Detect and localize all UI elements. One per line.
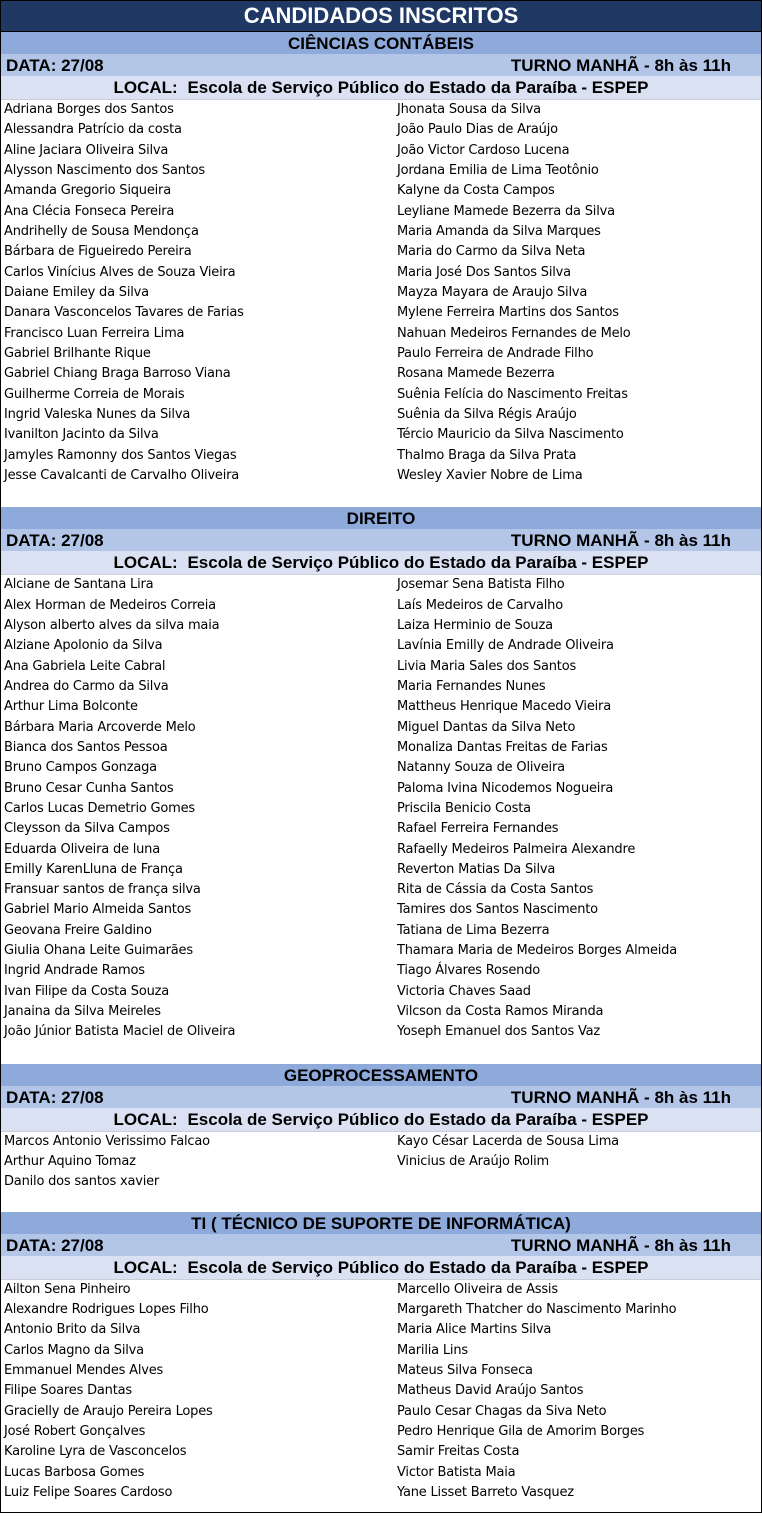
candidate-name: Ingrid Valeska Nunes da Silva bbox=[4, 406, 191, 422]
candidate-name: Alyson alberto alves da silva maia bbox=[4, 617, 220, 633]
candidate-name: Mayza Mayara de Araujo Silva bbox=[397, 284, 588, 300]
date-label: DATA: 27/08 bbox=[6, 531, 104, 551]
candidate-name: Livia Maria Sales dos Santos bbox=[397, 658, 577, 674]
candidate-name: Suênia Felícia do Nascimento Freitas bbox=[397, 386, 628, 402]
names-right-column bbox=[397, 575, 761, 1043]
candidate-name: Tamires dos Santos Nascimento bbox=[397, 902, 598, 918]
candidate-name: Mattheus Henrique Macedo Vieira bbox=[397, 699, 611, 715]
candidate-name: Thamara Maria de Medeiros Borges Almeida bbox=[397, 943, 677, 959]
names-left-column bbox=[1, 1280, 397, 1504]
course-header: DIREITO bbox=[1, 507, 761, 529]
candidate-name: Ailton Sena Pinheiro bbox=[4, 1281, 131, 1297]
candidate-name: José Robert Gonçalves bbox=[4, 1424, 146, 1440]
section-spacer bbox=[1, 1193, 761, 1212]
candidate-name: Karoline Lyra de Vasconcelos bbox=[4, 1444, 187, 1460]
candidate-name: Lavínia Emilly de Andrade Oliveira bbox=[397, 638, 614, 654]
date-shift-row bbox=[1, 1234, 761, 1256]
candidate-name: Cleysson da Silva Campos bbox=[4, 821, 170, 837]
candidate-name: Danilo dos santos xavier bbox=[4, 1174, 160, 1190]
candidate-name: Ingrid Andrade Ramos bbox=[4, 963, 145, 979]
section-spacer bbox=[1, 1503, 761, 1512]
candidate-name: Victor Batista Maia bbox=[397, 1464, 516, 1480]
candidate-name: Maria do Carmo da Silva Neta bbox=[397, 244, 586, 260]
candidate-name: Priscila Benicio Costa bbox=[397, 800, 531, 816]
candidate-name: Gabriel Brilhante Rique bbox=[4, 345, 151, 361]
candidate-name: João Victor Cardoso Lucena bbox=[397, 142, 570, 158]
names-grid bbox=[1, 575, 761, 1043]
candidate-name: Fransuar santos de frança silva bbox=[4, 882, 201, 898]
shift-label: TURNO MANHÃ - 8h às 11h bbox=[510, 1087, 731, 1107]
page-title: CANDIDADOS INSCRITOS bbox=[1, 1, 761, 32]
names-grid bbox=[1, 1280, 761, 1504]
candidate-name: Adriana Borges dos Santos bbox=[4, 102, 174, 117]
section-geoprocessamento bbox=[1, 1064, 761, 1212]
candidate-name: Tatiana de Lima Bezerra bbox=[397, 922, 550, 938]
candidate-name: Aline Jaciara Oliveira Silva bbox=[4, 142, 169, 158]
date-label: DATA: 27/08 bbox=[6, 1087, 104, 1107]
candidate-name: Alessandra Patrício da costa bbox=[4, 122, 182, 138]
candidate-name: Filipe Soares Dantas bbox=[4, 1383, 132, 1399]
candidate-name: Maria Amanda da Silva Marques bbox=[397, 223, 601, 239]
candidate-name: Alziane Apolonio da Silva bbox=[4, 638, 163, 654]
candidate-name: Lucas Barbosa Gomes bbox=[4, 1464, 145, 1480]
candidate-name: Alex Horman de Medeiros Correia bbox=[4, 597, 216, 613]
candidate-name: Paulo Ferreira de Andrade Filho bbox=[397, 345, 594, 361]
candidate-name: Yane Lisset Barreto Vasquez bbox=[397, 1485, 574, 1501]
candidate-name: Emmanuel Mendes Alves bbox=[4, 1363, 164, 1379]
candidate-name: Jamyles Ramonny dos Santos Viegas bbox=[4, 447, 237, 463]
date-label: DATA: 27/08 bbox=[6, 1235, 104, 1255]
names-left-column bbox=[1, 575, 397, 1043]
candidate-name: Paulo Cesar Chagas da Siva Neto bbox=[397, 1403, 607, 1419]
location-value: Escola de Serviço Público do Estado da Paraíba - ESPEP bbox=[187, 1109, 649, 1129]
candidate-name: Ivanilton Jacinto da Silva bbox=[4, 427, 159, 443]
candidate-name: Samir Freitas Costa bbox=[397, 1444, 520, 1460]
candidate-name: Miguel Dantas da Silva Neto bbox=[397, 719, 576, 735]
candidate-name: Janaina da Silva Meireles bbox=[4, 1004, 161, 1020]
candidate-name: Andrea do Carmo da Silva bbox=[4, 678, 169, 694]
location-value: Escola de Serviço Público do Estado da Paraíba - ESPEP bbox=[187, 78, 649, 97]
candidate-name: Ana Clécia Fonseca Pereira bbox=[4, 203, 175, 219]
shift-label: TURNO MANHÃ - 8h às 11h bbox=[510, 1235, 731, 1255]
candidate-name: Gabriel Chiang Braga Barroso Viana bbox=[4, 366, 231, 382]
candidate-name: Rafael Ferreira Fernandes bbox=[397, 821, 559, 837]
candidate-name: Geovana Freire Galdino bbox=[4, 922, 152, 938]
candidate-name: Laís Medeiros de Carvalho bbox=[397, 597, 563, 613]
names-right-column bbox=[397, 1132, 761, 1193]
candidate-name: Bárbara de Figueiredo Pereira bbox=[4, 244, 192, 260]
candidate-name: Nahuan Medeiros Fernandes de Melo bbox=[397, 325, 631, 341]
candidate-name: Bárbara Maria Arcoverde Melo bbox=[4, 719, 196, 735]
candidate-name: Gracielly de Araujo Pereira Lopes bbox=[4, 1403, 213, 1419]
candidate-name: Carlos Lucas Demetrio Gomes bbox=[4, 800, 196, 816]
candidate-name: Marcello Oliveira de Assis bbox=[397, 1281, 558, 1297]
candidate-name: Maria José Dos Santos Silva bbox=[397, 264, 571, 280]
candidate-name: Gabriel Mario Almeida Santos bbox=[4, 902, 192, 918]
candidate-name: Arthur Lima Bolconte bbox=[4, 699, 138, 715]
location-value: Escola de Serviço Público do Estado da Paraíba - ESPEP bbox=[187, 1257, 649, 1277]
candidate-name: Marilia Lins bbox=[397, 1342, 468, 1358]
candidate-name: Pedro Henrique Gila de Amorim Borges bbox=[397, 1424, 645, 1440]
candidate-name: Bruno Cesar Cunha Santos bbox=[4, 780, 174, 796]
candidate-name: Ivan Filipe da Costa Souza bbox=[4, 983, 169, 999]
candidate-name: Laiza Herminio de Souza bbox=[397, 617, 553, 633]
candidate-name: Jesse Cavalcanti de Carvalho Oliveira bbox=[4, 467, 240, 483]
candidate-name: Matheus David Araújo Santos bbox=[397, 1383, 584, 1399]
candidate-name: Paloma Ivina Nicodemos Nogueira bbox=[397, 780, 614, 796]
candidate-name: Wesley Xavier Nobre de Lima bbox=[397, 467, 583, 483]
candidate-name: Jhonata Sousa da Silva bbox=[397, 102, 541, 117]
candidate-name: Rafaelly Medeiros Palmeira Alexandre bbox=[397, 841, 636, 857]
location-row bbox=[1, 551, 761, 575]
candidate-name: João Paulo Dias de Araújo bbox=[397, 122, 558, 138]
location-label: LOCAL: bbox=[113, 78, 178, 97]
candidate-name: Kayo César Lacerda de Sousa Lima bbox=[397, 1133, 619, 1149]
candidate-name: Josemar Sena Batista Filho bbox=[397, 577, 565, 593]
names-left-column bbox=[1, 100, 397, 486]
location-row bbox=[1, 1108, 761, 1132]
candidate-name: Alexandre Rodrigues Lopes Filho bbox=[4, 1302, 209, 1318]
candidate-name: Carlos Magno da Silva bbox=[4, 1342, 144, 1358]
candidate-name: Mylene Ferreira Martins dos Santos bbox=[397, 305, 619, 321]
names-grid bbox=[1, 1132, 761, 1193]
candidate-name: Jordana Emilia de Lima Teotônio bbox=[397, 162, 599, 178]
candidate-name: Natanny Souza de Oliveira bbox=[397, 760, 565, 776]
candidate-name: Maria Fernandes Nunes bbox=[397, 678, 546, 694]
candidate-name: Alciane de Santana Lira bbox=[4, 577, 154, 593]
location-label: LOCAL: bbox=[113, 1257, 178, 1277]
candidate-name: Tiago Álvares Rosendo bbox=[397, 963, 541, 979]
names-right-column bbox=[397, 1280, 761, 1504]
location-value: Escola de Serviço Público do Estado da Paraíba - ESPEP bbox=[187, 553, 649, 573]
location-row bbox=[1, 1256, 761, 1280]
candidate-name: Tércio Mauricio da Silva Nascimento bbox=[397, 427, 624, 443]
section-spacer bbox=[1, 486, 761, 507]
candidate-name: Monaliza Dantas Freitas de Farias bbox=[397, 739, 608, 755]
course-header: CIÊNCIAS CONTÁBEIS bbox=[1, 32, 761, 54]
shift-label: TURNO MANHÃ - 8h às 11h bbox=[510, 56, 731, 75]
candidate-name: Yoseph Emanuel dos Santos Vaz bbox=[397, 1024, 601, 1040]
section-spacer bbox=[1, 1043, 761, 1064]
candidate-name: Ana Gabriela Leite Cabral bbox=[4, 658, 166, 674]
candidate-name: Amanda Gregorio Siqueira bbox=[4, 183, 171, 199]
course-header: GEOPROCESSAMENTO bbox=[1, 1064, 761, 1086]
candidate-name: Antonio Brito da Silva bbox=[4, 1322, 141, 1338]
candidate-name: Carlos Vinícius Alves de Souza Vieira bbox=[4, 264, 236, 280]
candidate-name: Daiane Emiley da Silva bbox=[4, 284, 149, 300]
section-direito bbox=[1, 507, 761, 1064]
candidate-name: Thalmo Braga da Silva Prata bbox=[397, 447, 577, 463]
date-shift-row bbox=[1, 529, 761, 551]
candidate-name: Rita de Cássia da Costa Santos bbox=[397, 882, 594, 898]
names-left-column bbox=[1, 1132, 397, 1193]
candidate-name: Guilherme Correia de Morais bbox=[4, 386, 185, 402]
candidate-name: Vilcson da Costa Ramos Miranda bbox=[397, 1004, 604, 1020]
location-label: LOCAL: bbox=[113, 1109, 178, 1129]
candidate-name: Vinicius de Araújo Rolim bbox=[397, 1154, 549, 1170]
section-ciencias-contabeis bbox=[1, 32, 761, 507]
candidate-name: Mateus Silva Fonseca bbox=[397, 1363, 533, 1379]
names-right-column bbox=[397, 100, 761, 486]
candidate-name: Alysson Nascimento dos Santos bbox=[4, 162, 205, 178]
candidate-name: Andrihelly de Sousa Mendonça bbox=[4, 223, 199, 239]
location-label: LOCAL: bbox=[113, 553, 178, 573]
section-ti bbox=[1, 1212, 761, 1513]
candidate-name: Marcos Antonio Verissimo Falcao bbox=[4, 1133, 210, 1149]
candidate-name: João Júnior Batista Maciel de Oliveira bbox=[4, 1024, 236, 1040]
candidate-name: Suênia da Silva Régis Araújo bbox=[397, 406, 577, 422]
candidate-name: Reverton Matias Da Silva bbox=[397, 861, 556, 877]
names-grid bbox=[1, 100, 761, 486]
candidate-name: Rosana Mamede Bezerra bbox=[397, 366, 555, 382]
candidate-name: Francisco Luan Ferreira Lima bbox=[4, 325, 185, 341]
candidate-name: Victoria Chaves Saad bbox=[397, 983, 531, 999]
candidate-name: Bruno Campos Gonzaga bbox=[4, 760, 157, 776]
candidate-name: Maria Alice Martins Silva bbox=[397, 1322, 552, 1338]
date-shift-row bbox=[1, 54, 761, 76]
candidate-name: Arthur Aquino Tomaz bbox=[4, 1154, 136, 1170]
course-header: TI ( TÉCNICO DE SUPORTE DE INFORMÁTICA) bbox=[1, 1212, 761, 1234]
candidate-name: Danara Vasconcelos Tavares de Farias bbox=[4, 305, 244, 321]
candidate-name: Eduarda Oliveira de luna bbox=[4, 841, 160, 857]
candidate-name: Leyliane Mamede Bezerra da Silva bbox=[397, 203, 615, 219]
shift-label: TURNO MANHÃ - 8h às 11h bbox=[510, 531, 731, 551]
candidate-name: Emilly KarenLluna de França bbox=[4, 861, 183, 877]
candidate-name: Luiz Felipe Soares Cardoso bbox=[4, 1485, 173, 1501]
location-row bbox=[1, 76, 761, 100]
date-shift-row bbox=[1, 1086, 761, 1108]
candidate-name: Margareth Thatcher do Nascimento Marinho bbox=[397, 1302, 677, 1318]
candidate-name: Kalyne da Costa Campos bbox=[397, 183, 555, 199]
candidate-name: Giulia Ohana Leite Guimarães bbox=[4, 943, 193, 959]
candidate-name: Bianca dos Santos Pessoa bbox=[4, 739, 168, 755]
date-label: DATA: 27/08 bbox=[6, 56, 104, 75]
